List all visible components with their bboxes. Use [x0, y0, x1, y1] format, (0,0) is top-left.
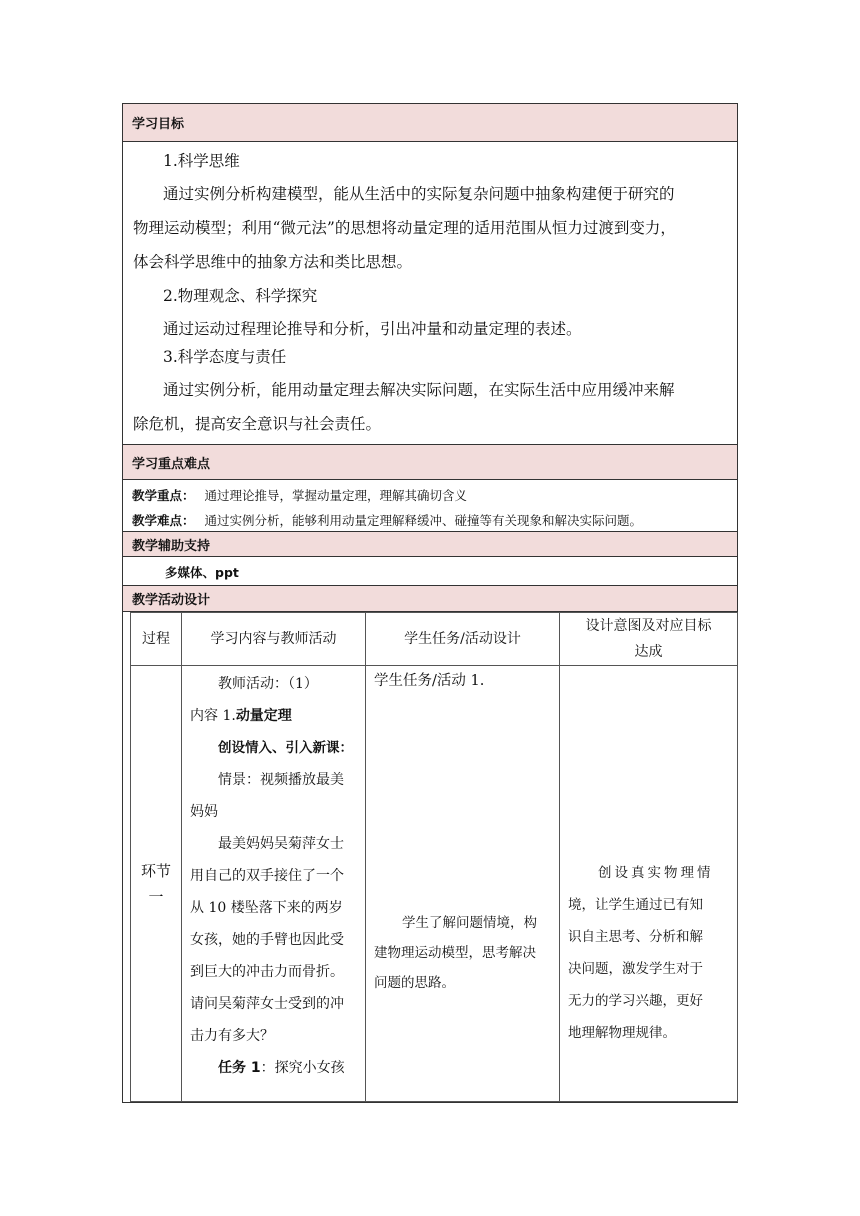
goal-heading-3: 3.科学态度与责任 — [163, 348, 287, 366]
table-header-row — [131, 613, 738, 666]
support-text: 多媒体、ppt — [165, 565, 239, 580]
section-header-focus: 学习重点难点 — [123, 444, 737, 480]
teacher-activity-cell — [182, 666, 366, 1102]
goal-paragraph-1-line-1: 通过实例分析构建模型，能从生活中的实际复杂问题中抽象构建便于研究的 — [163, 185, 675, 203]
teacher-line: 最美妈妈吴菊萍女士 — [218, 836, 344, 852]
header-process: 过程 — [131, 613, 182, 666]
teacher-line: 女孩，她的手臂也因此受 — [190, 932, 344, 948]
intent-line: 境，让学生通过已有知 — [568, 897, 703, 913]
goal-paragraph-1-line-2: 物理运动模型；利用“微元法”的思想将动量定理的适用范围从恒力过渡到变力， — [133, 219, 676, 237]
student-task-text — [374, 908, 537, 998]
teacher-line: 情景：视频播放最美 — [218, 772, 344, 788]
teacher-line — [190, 700, 359, 732]
header-design-intent-line-2: 达成 — [634, 644, 663, 660]
goal-heading-1: 1.科学思维 — [163, 152, 240, 170]
focus-key-label: 教学重点： — [132, 488, 195, 503]
student-line: 建物理运动模型，思考解决 — [374, 945, 536, 961]
stage-cell — [131, 666, 182, 1102]
section-header-support: 教学辅助支持 — [123, 531, 737, 557]
intent-line: 无力的学习兴趣，更好 — [568, 993, 703, 1009]
stage-line-2: 一 — [148, 887, 164, 906]
section-header-design: 教学活动设计 — [123, 585, 737, 612]
header-design-intent — [560, 613, 738, 666]
teacher-line — [190, 1052, 359, 1084]
goal-paragraph-3-line-2: 除危机，提高安全意识与社会责任。 — [133, 415, 382, 433]
table-row — [131, 666, 738, 1102]
header-design-intent-line-1: 设计意图及对应目标 — [585, 618, 712, 634]
goal-paragraph-3-line-1: 通过实例分析，能用动量定理去解决实际问题，在实际生活中应用缓冲来解 — [163, 381, 675, 399]
task-text: ：探究小女孩 — [260, 1060, 345, 1076]
student-task-cell — [366, 666, 560, 1102]
design-intent-cell — [560, 666, 738, 1102]
header-teacher-activity: 学习内容与教师活动 — [182, 613, 366, 666]
teacher-line: 用自己的双手接住了一个 — [190, 868, 344, 884]
teacher-line: 到巨大的冲击力而骨折。 — [190, 964, 344, 980]
content-title: 动量定理 — [235, 708, 292, 724]
focus-key — [132, 486, 467, 504]
student-task-title: 学生任务/活动 1. — [374, 673, 485, 689]
teacher-line: 击力有多大？ — [190, 1028, 274, 1044]
teacher-line: 妈妈 — [190, 804, 218, 820]
focus-difficulty-label: 教学难点： — [132, 513, 195, 528]
teacher-line: 从 10 楼坠落下来的两岁 — [190, 900, 343, 916]
goal-paragraph-1-line-3: 体会科学思维中的抽象方法和类比思想。 — [133, 253, 413, 271]
task-label: 任务 1 — [218, 1060, 261, 1076]
student-line: 问题的思路。 — [374, 975, 455, 991]
goal-heading-2: 2.物理观念、科学探究 — [163, 287, 318, 305]
teacher-line: 教师活动：（1） — [218, 676, 318, 692]
teacher-line: 创设情入、引入新课： — [218, 740, 353, 756]
design-intent-text — [568, 857, 714, 1049]
intent-line: 地理解物理规律。 — [568, 1025, 676, 1041]
content-number: 内容 1. — [190, 708, 236, 724]
activity-table — [130, 612, 738, 1102]
focus-difficulty — [132, 511, 642, 529]
header-student-task: 学生任务/活动设计 — [366, 613, 560, 666]
student-line: 学生了解问题情境，构 — [402, 915, 537, 931]
focus-difficulty-text: 通过实例分析，能够利用动量定理解释缓冲、碰撞等有关现象和解决实际问题。 — [204, 513, 643, 528]
section-header-goals: 学习目标 — [123, 104, 737, 142]
intent-line: 创设真实物理情 — [598, 865, 714, 881]
lesson-plan-page — [122, 103, 738, 1103]
goal-paragraph-2: 通过运动过程理论推导和分析，引出冲量和动量定理的表述。 — [163, 320, 582, 338]
intent-line: 决问题，激发学生对于 — [568, 961, 703, 977]
focus-key-text: 通过理论推导，掌握动量定理，理解其确切含义 — [204, 488, 468, 503]
teacher-line: 请问吴菊萍女士受到的冲 — [190, 996, 344, 1012]
stage-line-1: 环节 — [140, 861, 171, 880]
intent-line: 识自主思考、分析和解 — [568, 929, 703, 945]
